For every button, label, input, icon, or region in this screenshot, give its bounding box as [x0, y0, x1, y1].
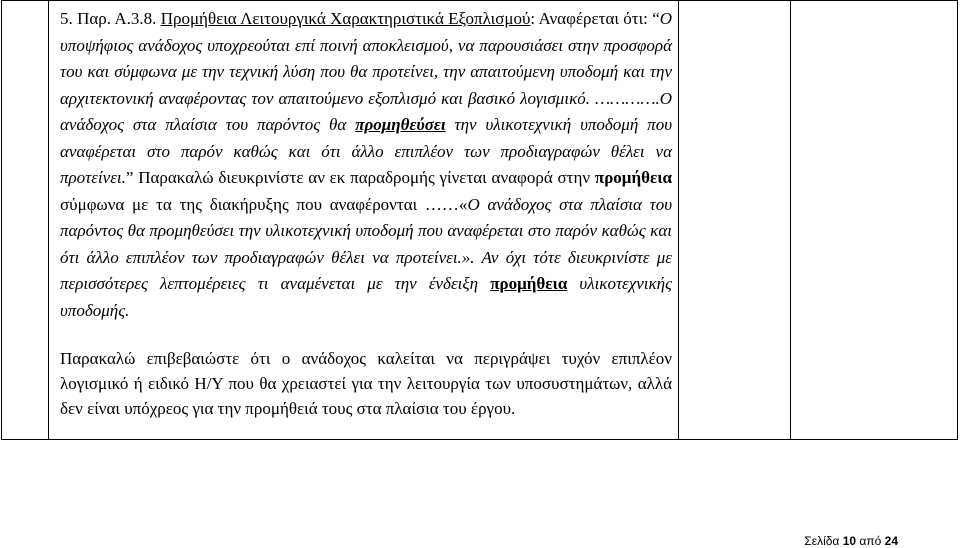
- footer-of-label: από: [859, 534, 882, 548]
- quote-part-1: Ο υποψήφιος ανάδοχος υποχρεούται επί ποινή αποκλεισμού, να παρουσιάσει στην προσφορά του και σύμφωνα με την τεχνική λύση που θα προτείνει, την απαιτούμενη υποδομή και την αρχιτεκτονική αναφέροντας τον απαιτούμενο εξοπλισμό και βασικό λογισμικό. ………….Ο ανάδοχος στα πλαίσια του παρόντος θα: [60, 9, 673, 134]
- page-footer: [804, 534, 898, 548]
- clarification-table: [1, 0, 958, 440]
- quote-bold-1: προμηθεύσει: [355, 115, 446, 134]
- table-row: [2, 1, 958, 440]
- paragraph-number: 5.: [60, 9, 73, 28]
- quote-2-tail-2: υλικοτεχνικής υποδομής.: [60, 274, 672, 320]
- paragraph-ref: Παρ. Α.3.8.: [77, 9, 157, 28]
- paragraph-intro: : Αναφέρεται ότι: “: [530, 9, 660, 28]
- paragraph-heading: Προμήθεια Λειτουργικά Χαρακτηριστικά Εξοπλισμού: [160, 9, 531, 28]
- quote-2-tail-1: Αν όχι τότε διευκρινίστε με περισσότερες λεπτομέρειες τι αναμένεται με την ένδειξη: [60, 247, 672, 293]
- request-part-1: ” Παρακαλώ διευκρινίστε αν εκ παραδρομής γίνεται αναφορά στην: [125, 168, 595, 187]
- row-index-cell: [2, 1, 49, 440]
- footer-page-number: 10: [842, 534, 857, 548]
- question-cell: [49, 1, 679, 440]
- answer-cell: [679, 1, 791, 440]
- footer-total-pages: 24: [884, 534, 898, 548]
- notes-cell: [791, 1, 958, 440]
- footer-page-label: Σελίδα: [804, 534, 840, 548]
- request-bold: προμήθεια: [594, 168, 672, 187]
- quote-2-bold: προμήθεια: [490, 274, 568, 293]
- request-part-2: σύμφωνα με τα της διακήρυξης που αναφέρονται ……«: [60, 194, 468, 214]
- quote-2: Ο ανάδοχος στα πλαίσια του παρόντος θα προμηθεύσει την υλικοτεχνική υποδομή που αναφέρεται στο παρόν καθώς και ότι άλλο επιπλέον των προδιαγραφών θέλει να προτείνει.».: [60, 194, 673, 267]
- question-paragraph: [60, 6, 672, 324]
- quote-part-2: την υλικοτεχνική υποδομή που αναφέρεται στο παρόν καθώς και ότι άλλο επιπλέον των προδιαγραφών θέλει να προτείνει.: [60, 115, 672, 187]
- confirmation-paragraph: Παρακαλώ επιβεβαιώστε ότι ο ανάδοχος καλείται να περιγράψει τυχόν επιπλέον λογισμικό ή ειδικό Η/Υ που θα χρειαστεί για την λειτουργία των υποσυστημάτων, αλλά δεν είναι υπόχρεος για την προμήθειά τους στα πλαίσια του έργου.: [60, 349, 672, 418]
